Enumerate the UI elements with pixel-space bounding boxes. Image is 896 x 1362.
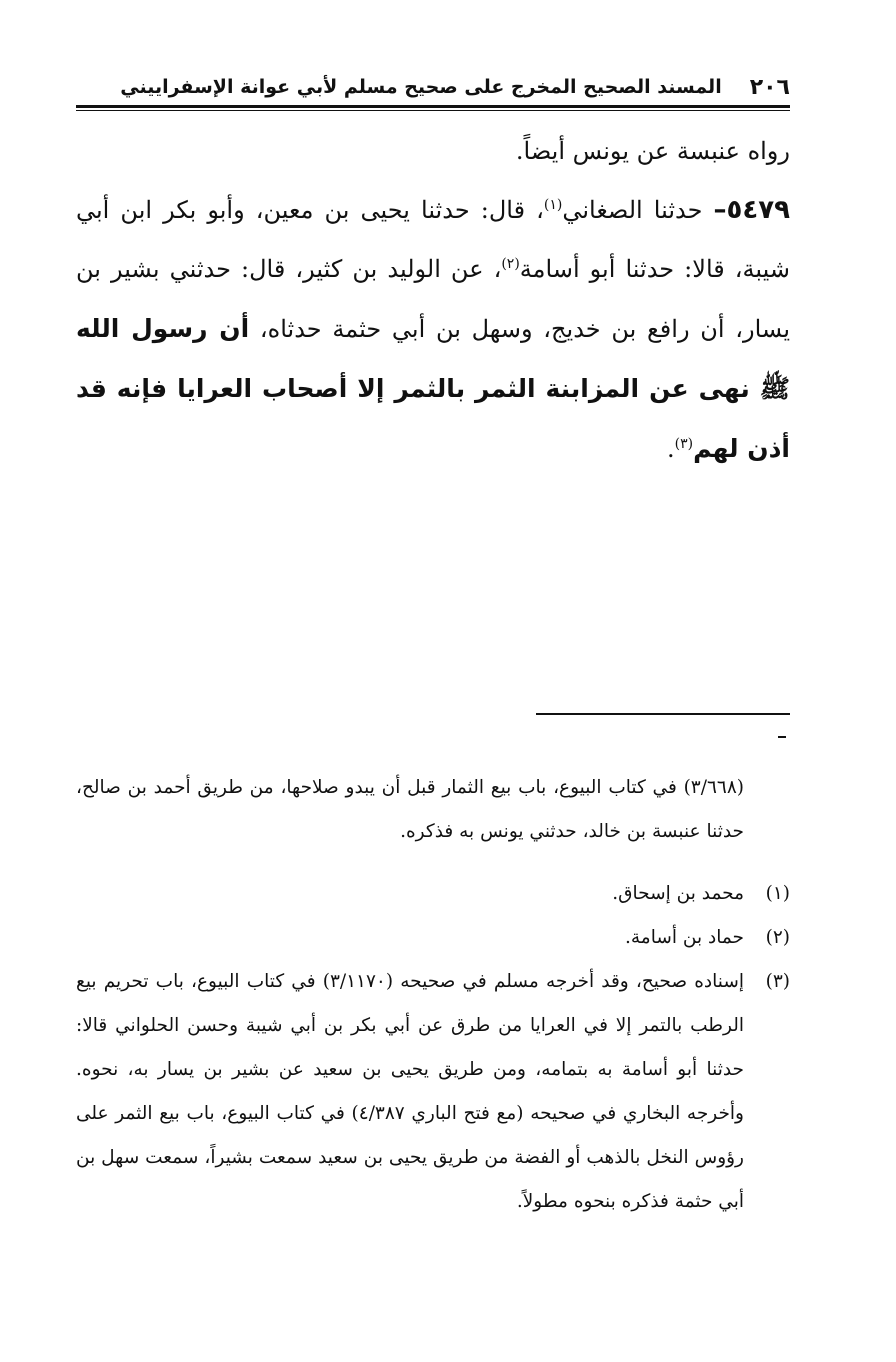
footnote-3 xyxy=(76,960,790,1224)
footnote-number: (٢) xyxy=(765,927,790,948)
footnote-continuation-mark xyxy=(778,736,786,738)
page-header xyxy=(76,70,790,104)
hadith-paragraph xyxy=(76,181,790,479)
header-rule-thick xyxy=(76,105,790,108)
hadith-text-2: ، قال: حدثنا يحيى بن معين، وأبو بكر ابن أبي شيبة، قالا: حدثنا أبو أسامة xyxy=(76,196,790,283)
hadith-dash: – xyxy=(713,195,727,225)
carryover-line: رواه عنبسة عن يونس أيضاً. xyxy=(515,137,790,165)
footnote-ref-3: (٣) xyxy=(674,436,694,452)
hadith-text-3: ، عن الوليد بن كثير، قال: حدثني بشير بن يسار، أن رافع بن خديج، وسهل بن أبي حثمة حدثاه، xyxy=(76,255,790,343)
header-rule-thin xyxy=(76,110,790,111)
footnote-2 xyxy=(76,916,790,960)
footnote-separator xyxy=(536,713,790,715)
footnote-ref-2: (٢) xyxy=(501,256,520,272)
hadith-text-1: حدثنا الصغاني xyxy=(562,196,703,224)
footnote-text: محمد بن إسحاق. xyxy=(612,883,744,904)
footnote-text: إسناده صحيح، وقد أخرجه مسلم في صحيحه (٣/١١٧٠) في كتاب البيوع، باب تحريم بيع الرطب بالتمر إلا في العرايا من طرق عن أبي بكر بن أبي شيبة وحسن الحلواني قالا: حدثنا أبو أسامة به بتمامه، ومن طريق يحيى بن سعيد عن بشير بن يسار به، نحوه. وأخرجه البخاري في صحيحه (مع فتح الباري ٤/٣٨٧) في كتاب البيوع، باب بيع الثمر على رؤوس النخل بالذهب أو الفضة من طريق يحيى بن سعيد سمعت بشيراً، سمعت سهل بن أبي حثمة فذكره بنحوه مطولاً. xyxy=(76,971,744,1212)
running-title: المسند الصحيح المخرج على صحيح مسلم لأبي عوانة الإسفراييني xyxy=(120,76,722,98)
hadith-end: . xyxy=(666,435,675,463)
footnote-text: حماد بن أسامة. xyxy=(625,927,744,948)
footnote-ref-1: (١) xyxy=(543,197,563,213)
hadith-number: ٥٤٧٩ xyxy=(726,195,790,225)
page-number: ٢٠٦ xyxy=(749,74,790,100)
footnote-continued: (٣/٦٦٨) في كتاب البيوع، باب بيع الثمار قبل أن يبدو صلاحها، من طريق أحمد بن صالح، حدثنا عنبسة بن خالد، حدثني يونس به فذكره. xyxy=(76,776,744,842)
footnote-number: (١) xyxy=(765,883,790,904)
footnote-number: (٣) xyxy=(765,971,790,992)
hadith-matn: أن رسول الله ﷺ نهى عن المزابنة الثمر بالثمر إلا أصحاب العرايا فإنه قد أذن لهم xyxy=(76,314,790,463)
main-text xyxy=(76,122,790,479)
footnote-1 xyxy=(76,872,790,916)
footnotes xyxy=(76,747,790,1224)
